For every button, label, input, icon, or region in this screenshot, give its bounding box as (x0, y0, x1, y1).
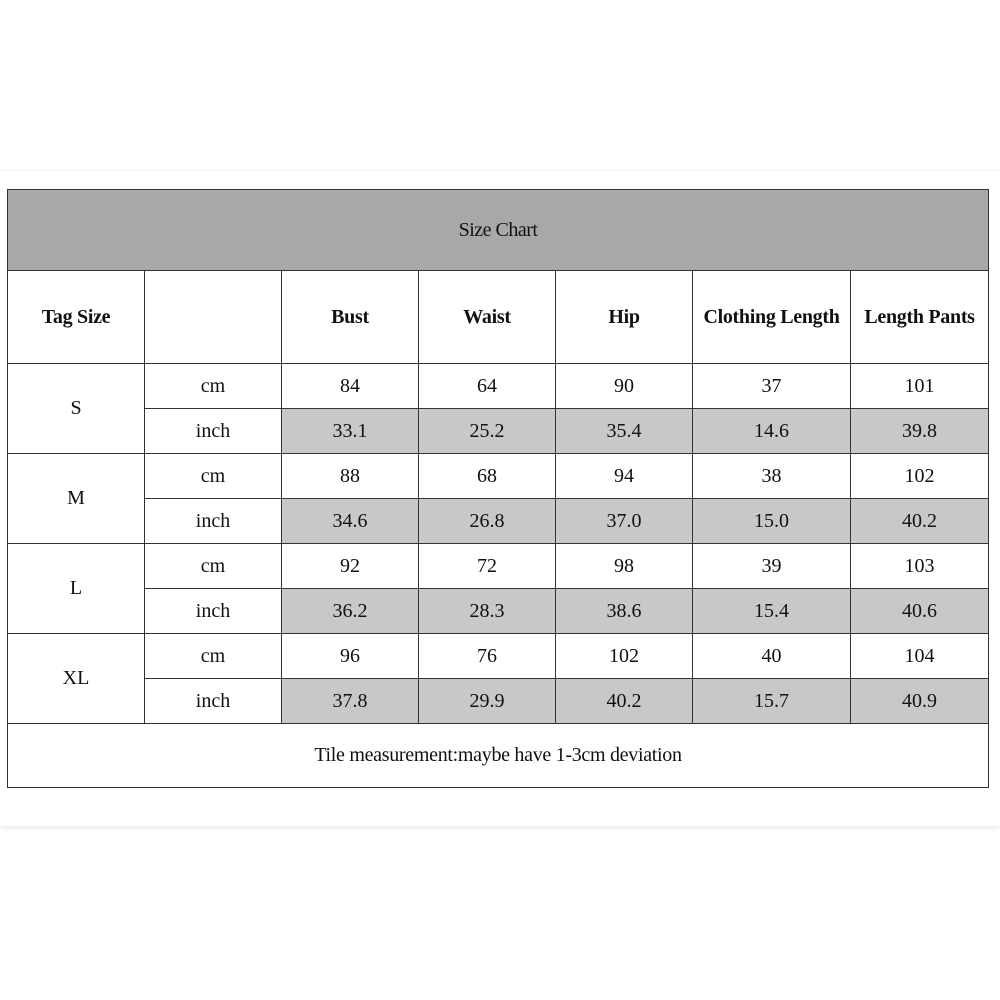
table-row (8, 544, 989, 589)
size-chart-table (7, 189, 989, 788)
unit-label: inch (145, 499, 282, 544)
cell-clothing-length: 38 (693, 454, 851, 499)
cell-bust: 92 (282, 544, 419, 589)
cell-clothing-length: 14.6 (693, 409, 851, 454)
cell-hip: 35.4 (556, 409, 693, 454)
unit-label: inch (145, 589, 282, 634)
cell-waist: 26.8 (419, 499, 556, 544)
cell-length-pants: 103 (851, 544, 989, 589)
cell-hip: 94 (556, 454, 693, 499)
cell-length-pants: 104 (851, 634, 989, 679)
size-label-m: M (8, 454, 145, 544)
cell-hip: 38.6 (556, 589, 693, 634)
cell-length-pants: 40.2 (851, 499, 989, 544)
table-row (8, 454, 989, 499)
header-length-pants: Length Pants (851, 271, 989, 364)
cell-bust: 37.8 (282, 679, 419, 724)
cell-length-pants: 101 (851, 364, 989, 409)
cell-clothing-length: 15.4 (693, 589, 851, 634)
chart-title: Size Chart (8, 190, 989, 271)
unit-label: cm (145, 454, 282, 499)
cell-waist: 29.9 (419, 679, 556, 724)
unit-label: cm (145, 544, 282, 589)
cell-length-pants: 39.8 (851, 409, 989, 454)
cell-hip: 102 (556, 634, 693, 679)
measurement-note: Tile measurement:maybe have 1-3cm deviation (8, 724, 989, 788)
table-row (8, 364, 989, 409)
header-hip: Hip (556, 271, 693, 364)
cell-clothing-length: 37 (693, 364, 851, 409)
unit-label: inch (145, 409, 282, 454)
cell-waist: 72 (419, 544, 556, 589)
cell-clothing-length: 40 (693, 634, 851, 679)
cell-bust: 88 (282, 454, 419, 499)
table-row (8, 634, 989, 679)
cell-hip: 98 (556, 544, 693, 589)
cell-hip: 40.2 (556, 679, 693, 724)
cell-length-pants: 40.6 (851, 589, 989, 634)
size-label-xl: XL (8, 634, 145, 724)
unit-label: cm (145, 634, 282, 679)
cell-clothing-length: 39 (693, 544, 851, 589)
header-unit (145, 271, 282, 364)
size-label-s: S (8, 364, 145, 454)
unit-label: cm (145, 364, 282, 409)
cell-waist: 28.3 (419, 589, 556, 634)
cell-bust: 36.2 (282, 589, 419, 634)
header-tag-size: Tag Size (8, 271, 145, 364)
header-waist: Waist (419, 271, 556, 364)
cell-waist: 68 (419, 454, 556, 499)
cell-hip: 90 (556, 364, 693, 409)
cell-hip: 37.0 (556, 499, 693, 544)
cell-clothing-length: 15.7 (693, 679, 851, 724)
header-bust: Bust (282, 271, 419, 364)
unit-label: inch (145, 679, 282, 724)
cell-waist: 64 (419, 364, 556, 409)
cell-length-pants: 102 (851, 454, 989, 499)
table-row (8, 409, 989, 454)
table-row (8, 589, 989, 634)
cell-bust: 84 (282, 364, 419, 409)
header-row (8, 271, 989, 364)
cell-length-pants: 40.9 (851, 679, 989, 724)
cell-bust: 33.1 (282, 409, 419, 454)
cell-bust: 96 (282, 634, 419, 679)
table-row (8, 679, 989, 724)
cell-waist: 76 (419, 634, 556, 679)
cell-clothing-length: 15.0 (693, 499, 851, 544)
size-label-l: L (8, 544, 145, 634)
table-row (8, 499, 989, 544)
cell-bust: 34.6 (282, 499, 419, 544)
cell-waist: 25.2 (419, 409, 556, 454)
header-clothing-length: Clothing Length (693, 271, 851, 364)
